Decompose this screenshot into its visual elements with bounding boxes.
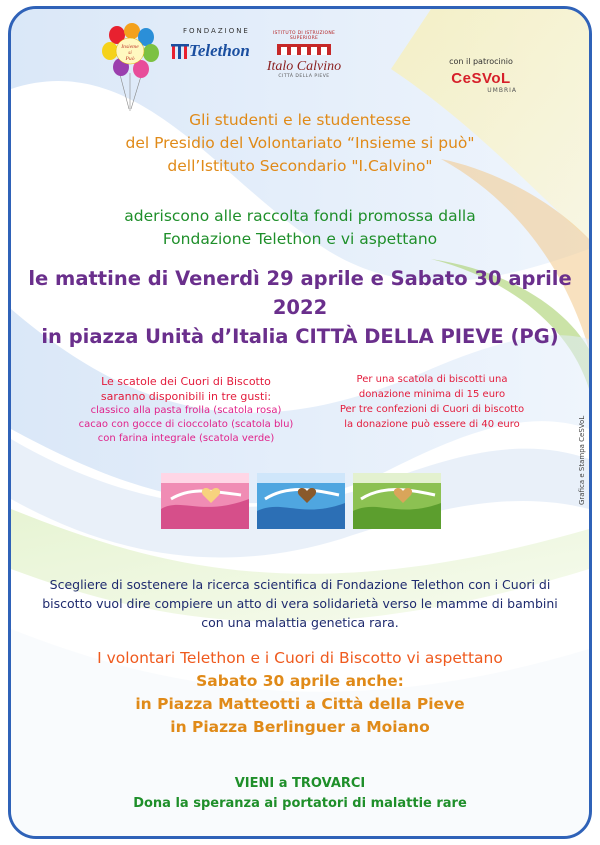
cta-line: Dona la speranza ai portatori di malattie rare — [133, 796, 467, 811]
telethon-fondazione-label: FONDAZIONE — [183, 27, 250, 35]
adhesion-line: Fondazione Telethon e vi aspettano — [162, 230, 438, 248]
blue-box — [257, 473, 345, 529]
green-box — [353, 473, 441, 529]
call-to-action — [11, 774, 589, 814]
print-credit-text: Grafica e Stampa CeSVoL — [578, 415, 586, 505]
cesvol-region-label: UMBRIA — [487, 87, 517, 94]
volunteers-location-line: in Piazza Matteotti a Città della Pieve — [135, 695, 465, 713]
calvino-city-label: CITTÀ DELLA PIEVE — [278, 74, 330, 79]
flavors-lead-line: Le scatole dei Cuori di Biscotto — [101, 375, 271, 388]
volunteers-location-line: in Piazza Berlinguer a Moiano — [170, 718, 430, 736]
adhesion-line: aderiscono alle raccolta fondi promossa dalla — [124, 207, 476, 225]
donation-line: Per una scatola di biscotti una — [356, 374, 508, 385]
cta-line: VIENI a TROVARCI — [234, 776, 366, 791]
intro-line: dell’Istituto Secondario "I.Calvino" — [167, 157, 433, 175]
research-paragraph — [11, 575, 589, 632]
cesvol-wordmark: CeSVoL — [451, 70, 511, 87]
donation-line: donazione minima di 15 euro — [358, 389, 506, 400]
balloon-caption-3: Può — [125, 56, 135, 62]
calvino-name: Italo Calvino — [266, 59, 342, 74]
calvino-institute-label: ISTITUTO DI ISTRUZIONE SUPERIORE — [272, 31, 336, 41]
istituto-calvino-logo — [259, 31, 349, 91]
pink-box — [161, 473, 249, 529]
print-credit — [568, 401, 586, 505]
dates-line: le mattine di Venerdì 29 aprile e Sabato 30 aprile 2022 — [28, 267, 572, 319]
calvino-building-icon — [259, 42, 349, 56]
cesvol-logo — [441, 57, 521, 97]
patrocinio-label: con il patrocinio — [449, 57, 513, 66]
volunteers-line: I volontari Telethon e i Cuori di Biscotto vi aspettano — [97, 649, 503, 667]
flavors-block — [61, 374, 311, 446]
event-dates-heading — [11, 264, 589, 351]
research-line: Scegliere di sostenere la ricerca scientifica di Fondazione Telethon con i Cuori di — [49, 577, 551, 592]
donation-line: Per tre confezioni di Cuori di biscotto — [339, 404, 525, 415]
intro-line: Gli studenti e le studentesse — [189, 111, 411, 129]
flavor-item: classico alla pasta frolla (scatola rosa) — [90, 405, 282, 416]
poster-frame — [8, 6, 592, 839]
fondazione-telethon-logo — [171, 27, 261, 83]
flavor-item: con farina integrale (scatola verde) — [97, 433, 275, 444]
volunteers-block — [11, 647, 589, 739]
insieme-si-puo-balloons-logo — [99, 23, 161, 115]
research-line: biscotto vuol dire compiere un atto di vera solidarietà verso le mamme di bambini — [42, 596, 558, 611]
donation-line: la donazione può essere di 40 euro — [344, 419, 520, 430]
telethon-wordmark: Telethon — [189, 41, 250, 60]
location-line: in piazza Unità d’Italia CITTÀ DELLA PIEVE (PG) — [41, 325, 559, 348]
volunteers-date-line: Sabato 30 aprile anche: — [196, 672, 404, 690]
intro-line: del Presidio del Volontariato “Insieme si può" — [125, 134, 475, 152]
cookie-boxes-image — [161, 469, 441, 531]
adhesion-text — [11, 205, 589, 251]
donation-block — [307, 372, 557, 432]
intro-text — [11, 109, 589, 178]
flavor-item: cacao con gocce di cioccolato (scatola blu) — [78, 419, 294, 430]
telethon-people-icon — [171, 41, 189, 61]
research-line: con una malattia genetica rara. — [201, 615, 399, 630]
balloon-caption-1: Insieme — [121, 44, 139, 50]
balloon-caption-2: si — [128, 50, 132, 56]
flavors-lead-line: saranno disponibili in tre gusti: — [100, 390, 272, 403]
